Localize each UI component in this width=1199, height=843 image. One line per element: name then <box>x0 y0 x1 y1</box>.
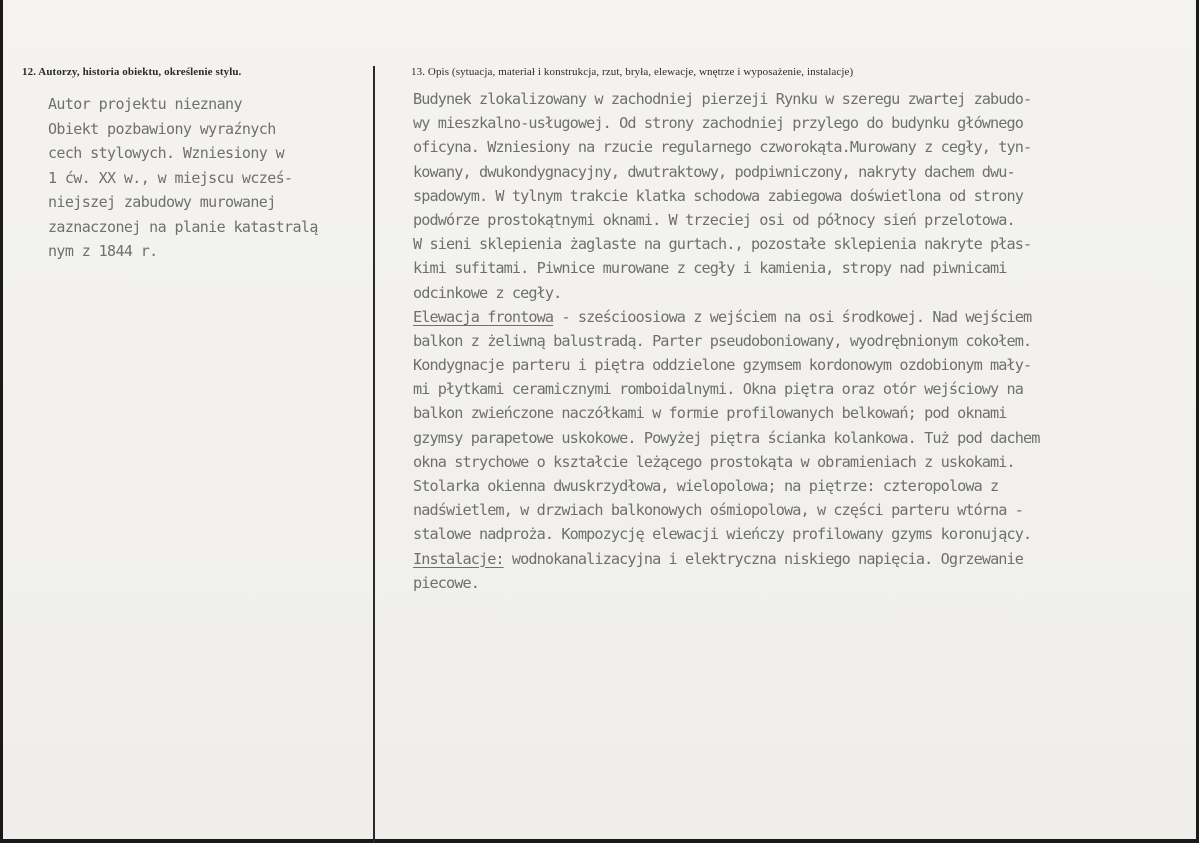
text-line: Budynek zlokalizowany w zachodniej pierzeji Rynku w szeregu zwartej zabudo- <box>413 90 1032 108</box>
text-line: Kondygnacje parteru i piętra oddzielone gzymsem kordonowym ozdobionym mały- <box>413 356 1032 375</box>
text-line <box>413 547 1040 571</box>
section-13-header: 13. Opis (sytuacja, materiał i konstrukcja, rzut, bryła, elewacje, wnętrze i wyposażenie, instalacje) <box>411 66 854 78</box>
text-line: kowany, dwukondygnacyjny, dwutraktowy, podpiwniczony, nakryty dachem dwu- <box>413 162 1015 181</box>
text-fragment: - sześcioosiowa z wejściem na osi środkowej. Nad wejściem <box>553 307 1032 326</box>
text-line: Obiekt pozbawiony wyraźnych <box>48 119 276 138</box>
text-line: spadowym. W tylnym trakcie klatka schodowa zabiegowa doświetlona od strony <box>413 186 1024 205</box>
text-line: nadświetlem, w drzwiach balkonowych ośmiopolowa, w części parteru wtórna - <box>413 501 1024 520</box>
column-divider <box>373 66 375 843</box>
text-line: zaznaczonej na planie katastralą <box>48 217 318 236</box>
card-left-edge <box>0 0 3 843</box>
instalacje-heading: Instalacje: <box>413 549 504 568</box>
text-line: mi płytkami ceramicznymi romboidalnymi. Okna piętra oraz otór wejściowy na <box>413 380 1024 399</box>
text-line <box>413 305 1040 329</box>
section-12-header: 12. Autorzy, historia obiektu, określenie stylu. <box>22 66 242 78</box>
text-line: gzymsy parapetowe uskokowe. Powyżej piętra ścianka kolankowa. Tuż pod dachem <box>413 428 1040 447</box>
section-13-text <box>413 87 1040 595</box>
text-fragment: wodnokanalizacyjna i elektryczna niskiego napięcia. Ogrzewanie <box>503 549 1024 568</box>
text-line: kimi sufitami. Piwnice murowane z cegły i kamienia, stropy nad piwnicami <box>413 259 1007 278</box>
text-line: balkon zwieńczone naczółkami w formie profilowanych belkowań; pod oknami <box>413 404 1007 423</box>
text-line: stalowe nadproża. Kompozycję elewacji wieńczy profilowany gzyms koronujący. <box>413 525 1032 544</box>
text-line: okna strychowe o kształcie leżącego prostokąta w obramieniach z uskokami. <box>413 452 1015 471</box>
elewacja-frontowa-heading: Elewacja frontowa <box>413 307 554 326</box>
text-line: Stolarka okienna dwuskrzydłowa, wielopolowa; na piętrze: czteropolowa z <box>413 477 999 495</box>
text-line: wy mieszkalno-usługowej. Od strony zachodniej przylego do budynku głównego <box>413 114 1024 133</box>
text-line: 1 ćw. XX w., w miejscu wcześ- <box>48 168 293 187</box>
text-line: cech stylowych. Wzniesiony w <box>48 144 285 162</box>
text-line: nym z 1844 r. <box>48 242 158 260</box>
text-line: W sieni sklepienia żaglaste na gurtach., pozostałe sklepienia nakryte płas- <box>413 235 1032 254</box>
text-line: piecowe. <box>413 573 479 592</box>
section-12-text <box>48 92 318 264</box>
text-line: odcinkowe z cegły. <box>413 283 562 302</box>
text-line: podwórze prostokątnymi oknami. W trzeciej osi od północy sień przelotowa. <box>413 210 1015 229</box>
text-line: oficyna. Wzniesiony na rzucie regularnego czworokąta.Murowany z cegły, tyn- <box>413 138 1032 157</box>
card-bottom-edge <box>0 839 1199 843</box>
text-line: Autor projektu nieznany <box>48 95 242 113</box>
text-line: niejszej zabudowy murowanej <box>48 193 276 211</box>
text-line: balkon z żeliwną balustradą. Parter pseudoboniowany, wyodrębnionym cokołem. <box>413 331 1032 350</box>
